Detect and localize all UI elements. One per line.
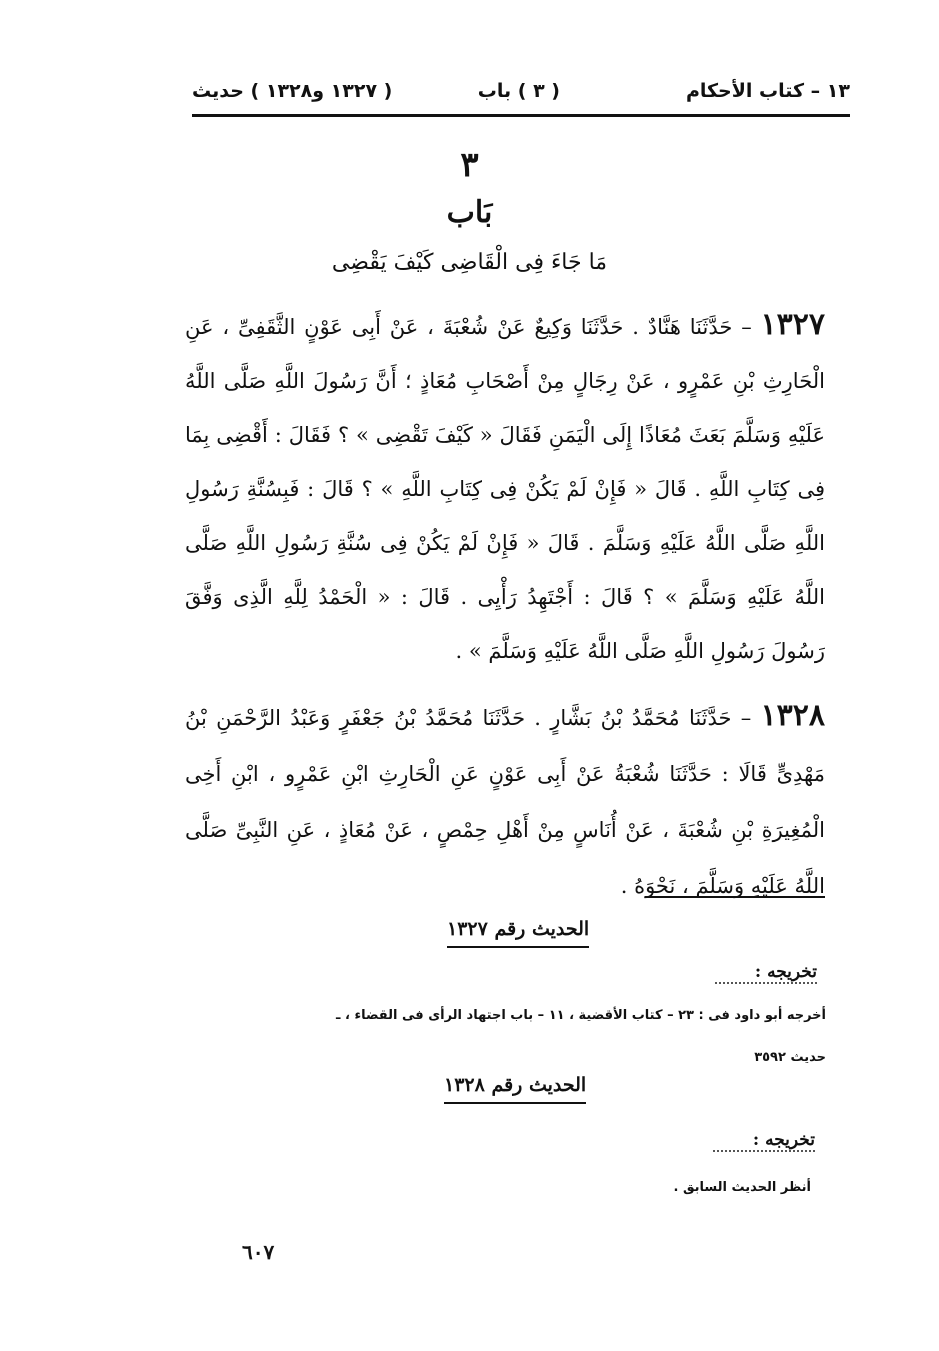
hadith-1327 bbox=[185, 298, 825, 678]
chapter-heading: بَاب bbox=[446, 195, 493, 230]
header-book-title: ١٣ – كتاب الأحكام bbox=[685, 80, 850, 102]
note-heading-1327: الحديث رقم ١٣٢٧ bbox=[447, 918, 589, 948]
header-hadith-range: ( ١٣٢٧ و١٣٢٨ ) حديث bbox=[192, 80, 393, 102]
takhrij-label: تخريجه : bbox=[715, 962, 817, 984]
hadith-text: – حَدَّثَنَا هَنَّادٌ . حَدَّثَنَا وَكِيعٌ عَنْ شُعْبَةَ ، عَنْ أَبِى عَوْنٍ الثَّقَفِىِّ ، عَنِ الْحَارِثِ بْنِ عَمْرٍو ، عَنْ رِجَالٍ مِنْ أَصْحَابِ مُعَاذٍ ؛ أَنَّ رَسُولَ اللَّهِ صَلَّى اللَّهُ عَلَيْهِ وَسَلَّمَ بَعَثَ مُعَاذًا إِلَى الْيَمَنِ فَقَالَ « كَيْفَ تَقْضِى » ؟ فَقَالَ : أَقْضِى بِمَا فِى كِتَابِ اللَّهِ . قَالَ « فَإِنْ لَمْ يَكُنْ فِى كِتَابِ اللَّهِ » ؟ قَالَ : فَبِسُنَّةِ رَسُولِ اللَّهِ صَلَّى اللَّهُ عَلَيْهِ وَسَلَّمَ . قَالَ « فَإِنْ لَمْ يَكُنْ فِى سُنَّةِ رَسُولِ اللَّهِ صَلَّى اللَّهُ عَلَيْهِ وَسَلَّمَ » ؟ قَالَ : أَجْتَهِدُ رَأْيِى . قَالَ : « الْحَمْدُ لِلَّهِ الَّذِى وَفَّقَ رَسُولَ رَسُولِ اللَّهِ صَلَّى اللَّهُ عَلَيْهِ وَسَلَّمَ » . bbox=[185, 315, 825, 663]
page-number: ٦٠٧ bbox=[242, 1240, 275, 1264]
chapter-title: مَا جَاءَ فِى الْقَاضِى كَيْفَ يَقْضِى bbox=[331, 250, 608, 275]
hadith-number: ١٣٢٨ bbox=[760, 698, 825, 733]
header-chapter: ( ٣ ) باب bbox=[477, 80, 560, 102]
takhrij-label: تخريجه : bbox=[713, 1130, 815, 1152]
hadith-text: – حَدَّثَنَا مُحَمَّدُ بْنُ بَشَّارٍ . حَدَّثَنَا مُحَمَّدُ بْنُ جَعْفَرٍ وَعَبْدُ الرَّحْمَنِ بْنُ مَهْدِىٍّ قَالَا : حَدَّثَنَا شُعْبَةُ عَنْ أَبِى عَوْنٍ عَنِ الْحَارِثِ ابْنِ عَمْرٍو ، ابْنِ أَخِى الْمُغِيرَةِ بْنِ شُعْبَةَ ، عَنْ أُنَاسٍ مِنْ أَهْلِ حِمْصٍ ، عَنْ مُعَاذٍ ، عَنِ النَّبِىِّ صَلَّى اللَّهُ عَلَيْهِ وَسَلَّمَ ، نَحْوَهُ . bbox=[185, 706, 825, 898]
note-heading-1328: الحديث رقم ١٣٢٨ bbox=[444, 1074, 586, 1104]
takhrij-reference-continued: حديث ٣٥٩٢ bbox=[754, 1050, 826, 1065]
takhrij-reference: أنظر الحديث السابق . bbox=[673, 1180, 811, 1195]
chapter-number: ٣ bbox=[460, 145, 479, 185]
takhrij-reference: أخرجه أبو داود فى : ٢٣ – كتاب الأقضية ، ١١ – باب اجتهاد الرأى فى القضاء ، ـ bbox=[336, 1008, 826, 1023]
hadith-number: ١٣٢٧ bbox=[760, 307, 825, 342]
divider bbox=[645, 896, 825, 898]
running-header bbox=[192, 72, 850, 117]
hadith-1328 bbox=[185, 688, 825, 914]
